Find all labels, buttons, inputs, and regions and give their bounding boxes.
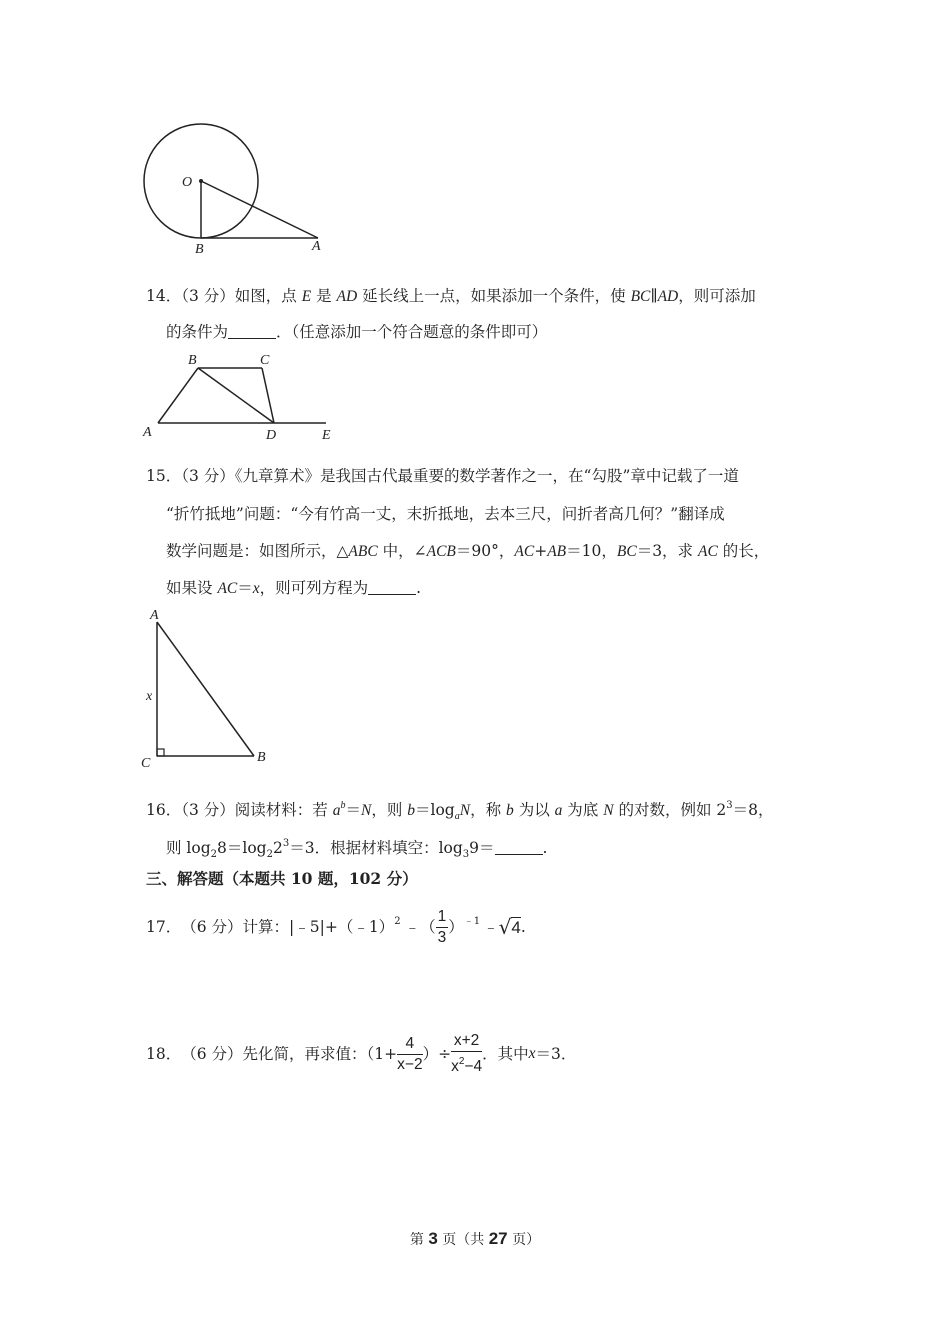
page-footer: 第 3 页（共 27 页）: [409, 1229, 541, 1248]
figure-circle-tangent: [138, 120, 338, 260]
label-x: x: [146, 689, 153, 704]
fraction-4-over-x-minus-2: $\frac{4}{x-2}$: [397, 1034, 423, 1073]
label-e: E: [322, 428, 331, 443]
answer-blank[interactable]: [368, 580, 416, 595]
fraction-x-plus-2-over-x2-minus-4: $\frac{x+2}{x^2-4}$: [451, 1032, 483, 1075]
q17-line: 17． （6 分） 计算：|﹣5|+（﹣1） 2 ﹣（ $\frac{1}{3}$ ） ﹣1 ﹣ √ 4 .: [146, 907, 526, 946]
label-d: D: [266, 428, 277, 443]
q15-line-3: 数学问题是：如图所示，△ABC 中，∠ACB＝90°，AC+AB＝10，BC＝3，求 AC 的长，: [166, 542, 770, 560]
figure-right-triangle: [138, 604, 278, 774]
q14-line-2: 的条件为 ．（任意添加一个符合题意的条件即可）: [166, 323, 548, 341]
q14-line-1: 14．（3 分）如图，点 E 是 AD 延长线上一点，如果添加一个条件，使 BC∥AD，则可添加: [146, 287, 756, 305]
label-o: O: [182, 175, 193, 190]
q15-line-1: 15．（3 分）《九章算术》是我国古代最重要的数学著作之一，在“勾股”章中记载了一道: [146, 467, 739, 485]
label-a: A: [150, 608, 159, 623]
q15-line-4: 如果设 AC＝x，则可列方程为 .: [166, 579, 422, 597]
sqrt-symbol: √: [498, 915, 512, 939]
figure-trapezoid: [138, 348, 348, 443]
q16-line-1: 16．（3 分）阅读材料：若 $a^b=N$，则 $b=\log_aN$，称 b 为以 a 为底 N 的对数，例如 $2^3=8$，: [146, 800, 774, 822]
label-b: B: [257, 750, 266, 765]
label-b: B: [195, 242, 204, 257]
q15-line-2: “折竹抵地”问题：“今有竹高一丈，末折抵地，去本三尺，问折者高几何？”翻译成: [166, 505, 725, 523]
answer-blank[interactable]: [495, 840, 543, 855]
label-c: C: [260, 353, 270, 368]
q18-line: 18． （6 分） 先化简，再求值：（1+ $\frac{4}{x-2}$ ）÷ $\frac{x+2}{x^2-4}$ ．其中 x ＝3．: [146, 1032, 577, 1075]
label-a: A: [312, 239, 321, 254]
label-b: B: [188, 353, 197, 368]
q16-line-2: 则 $\log_28=\log_22^3=3$．根据材料填空：$\log_39=$ .: [166, 838, 548, 860]
section-title: 三、解答题（本题共 10 题，102 分）: [146, 869, 418, 888]
label-a: A: [143, 425, 152, 440]
fraction-one-third: $\frac{1}{3}$: [437, 907, 447, 946]
label-c: C: [141, 756, 151, 771]
answer-blank[interactable]: [228, 324, 276, 339]
